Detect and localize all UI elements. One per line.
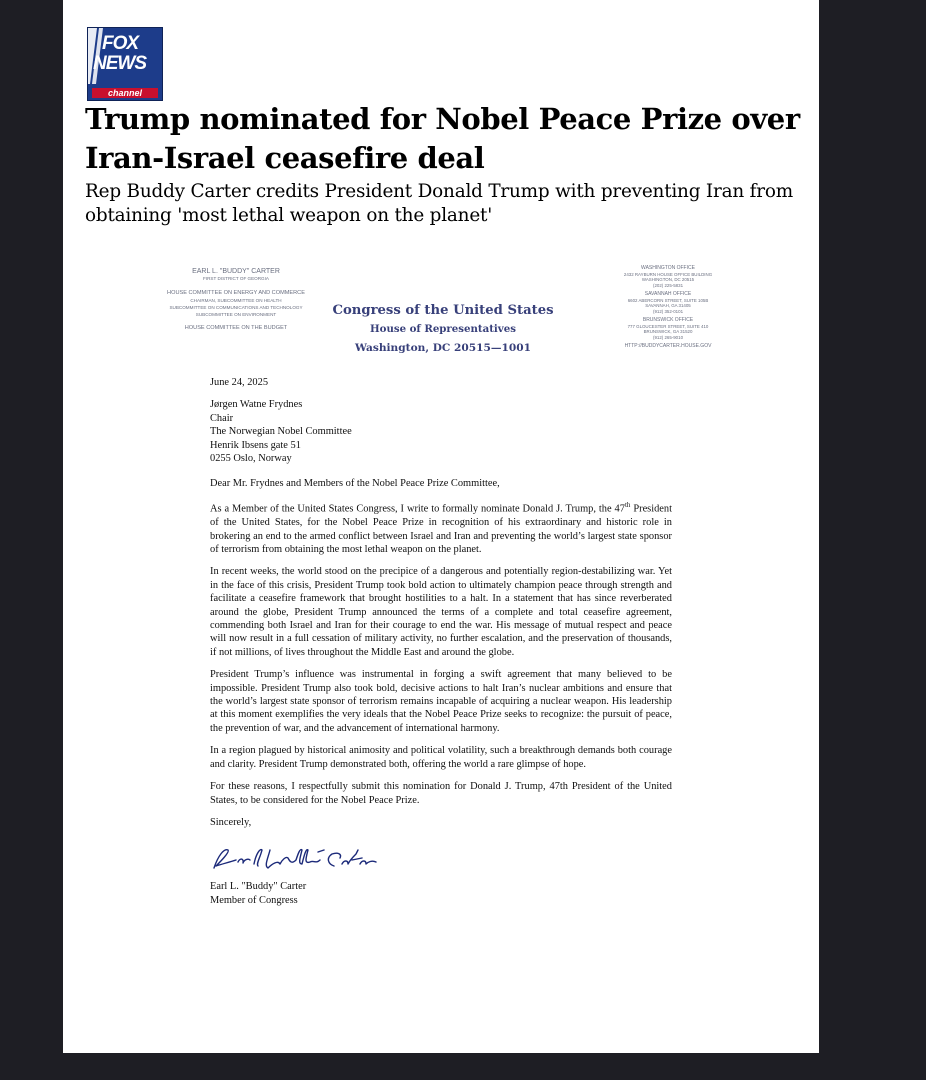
office-line: 6602 ABERCORN STREET, SUITE 105B (627, 297, 709, 303)
handwritten-signature (210, 838, 672, 878)
fox-news-logo (87, 27, 163, 101)
sender-title: Member of Congress (210, 894, 298, 906)
signature-image (210, 838, 390, 878)
letter-paragraph: In recent weeks, the world stood on the precipice of a dangerous and potentially region-destabilizing war. Yet in the face of this crisis, President Trump took bold action to ultimately champion peace through strength and facilitate a ceasefire framework that brought hostilities to a halt. In a statement that has since reverberated around the globe, President Trump announced the terms of a complete and total ceasefire agreement, commending both Israel and Iran for their courage to end the war. His message of mutual respect and peace will now result in a full cessation of military activity, no further escalation, and the preservation of thousands, if not millions, of lives throughout the Middle East and around the globe. (210, 566, 672, 658)
paragraph-text: As a Member of the United States Congress, I write to formally nominate Donald J. Trump, the 47 (210, 503, 625, 515)
letter-paragraph: In a region plagued by historical animosity and political volatility, such a breakthrough demands both courage and clarity. President Trump demonstrated both, offering the world a rare glimpse of hope. (210, 745, 672, 770)
member-name: EARL L. "BUDDY" CARTER (192, 268, 280, 275)
sender-name: Earl L. "Buddy" Carter (210, 881, 307, 893)
office-line: (202) 225-5831 (652, 282, 684, 288)
office-line: (912) 265-9010 (652, 334, 684, 340)
letterhead-member-block (156, 268, 316, 331)
paragraph-text: President of the United States, for the Nobel Peace Prize in recognition of his extraordinary and historic role in brokering an end to the armed conflict between Israel and Iran and preventing the world’s largest state sponsor of terrorism from obtaining the most lethal weapon on the planet. (210, 503, 672, 555)
letterhead-congress-block (313, 302, 573, 358)
document-page (63, 0, 819, 1053)
office-line: 2432 RAYBURN HOUSE OFFICE BUILDING (623, 271, 713, 277)
office-line: BRUNSWICK, GA 31520 (643, 329, 693, 334)
congress-title: Congress of the United States (332, 303, 554, 318)
committee-name: HOUSE COMMITTEE ON THE BUDGET (184, 325, 288, 331)
logo-news-text: NEWS (93, 53, 146, 74)
headline: Trump nominated for Nobel Peace Prize over Iran-Israel ceasefire deal (85, 102, 800, 175)
letter-paragraph (210, 499, 672, 556)
congress-address: Washington, DC 20515—1001 (355, 342, 531, 354)
logo-fox-text: FOX (102, 33, 139, 54)
office-title: BRUNSWICK OFFICE (642, 317, 694, 323)
office-line: WASHINGTON, DC 20515 (641, 277, 695, 282)
recipient-line: 0255 Oslo, Norway (210, 453, 292, 465)
member-district: FIRST DISTRICT OF GEORGIA (203, 276, 269, 281)
letter-paragraph: President Trump’s influence was instrumental in forging a swift agreement that many believed to be impossible. President Trump also took bold, decisive actions to halt Iran’s nuclear ambitions and ensure that the world’s largest state sponsor of terrorism remains incapable of acquiring a nuclear weapon. His leadership at this moment exemplifies the very ideals that the Nobel Peace Prize seeks to recognize: the pursuit of peace, the prevention of war, and the advancement of international harmony. (210, 669, 672, 734)
closing: Sincerely, (210, 816, 252, 828)
office-website: HTTP://BUDDYCARTER.HOUSE.GOV (624, 343, 712, 349)
logo-channel-text: channel (92, 88, 158, 98)
letter-paragraph: For these reasons, I respectfully submit this nomination for Donald J. Trump, 47th President of the United States, to be considered for the Nobel Peace Prize. (210, 781, 672, 806)
committee-name: HOUSE COMMITTEE ON ENERGY AND COMMERCE (167, 290, 305, 296)
recipient-address (210, 398, 672, 466)
recipient-line: Chair (210, 412, 234, 424)
letter-date: June 24, 2025 (210, 377, 269, 388)
office-line: 777 GLOUCESTER STREET, SUITE 410 (627, 323, 709, 329)
salutation: Dear Mr. Frydnes and Members of the Nobel Peace Prize Committee, (210, 477, 500, 489)
subheadline: Rep Buddy Carter credits President Donald Trump with preventing Iran from obtaining 'most lethal weapon on the planet' (85, 181, 793, 226)
office-line: (912) 352-0101 (652, 308, 684, 314)
recipient-line: Jørgen Watne Frydnes (210, 399, 303, 411)
office-title: WASHINGTON OFFICE (641, 265, 695, 271)
office-line: SAVANNAH, GA 31405 (645, 303, 691, 308)
office-title: SAVANNAH OFFICE (644, 291, 692, 297)
recipient-line: Henrik Ibsens gate 51 (210, 439, 301, 451)
subcommittee: CHAIRMAN, SUBCOMMITTEE ON HEALTH (190, 298, 282, 303)
recipient-line: The Norwegian Nobel Committee (210, 426, 352, 438)
subcommittee: SUBCOMMITTEE ON ENVIRONMENT (195, 312, 277, 317)
letter-body (210, 376, 672, 907)
letterhead-offices-block (578, 266, 758, 350)
house-title: House of Representatives (370, 323, 516, 335)
ordinal-suffix: th (624, 501, 631, 510)
subcommittee: SUBCOMMITTEE ON COMMUNICATIONS AND TECHNOLOGY (169, 305, 303, 310)
